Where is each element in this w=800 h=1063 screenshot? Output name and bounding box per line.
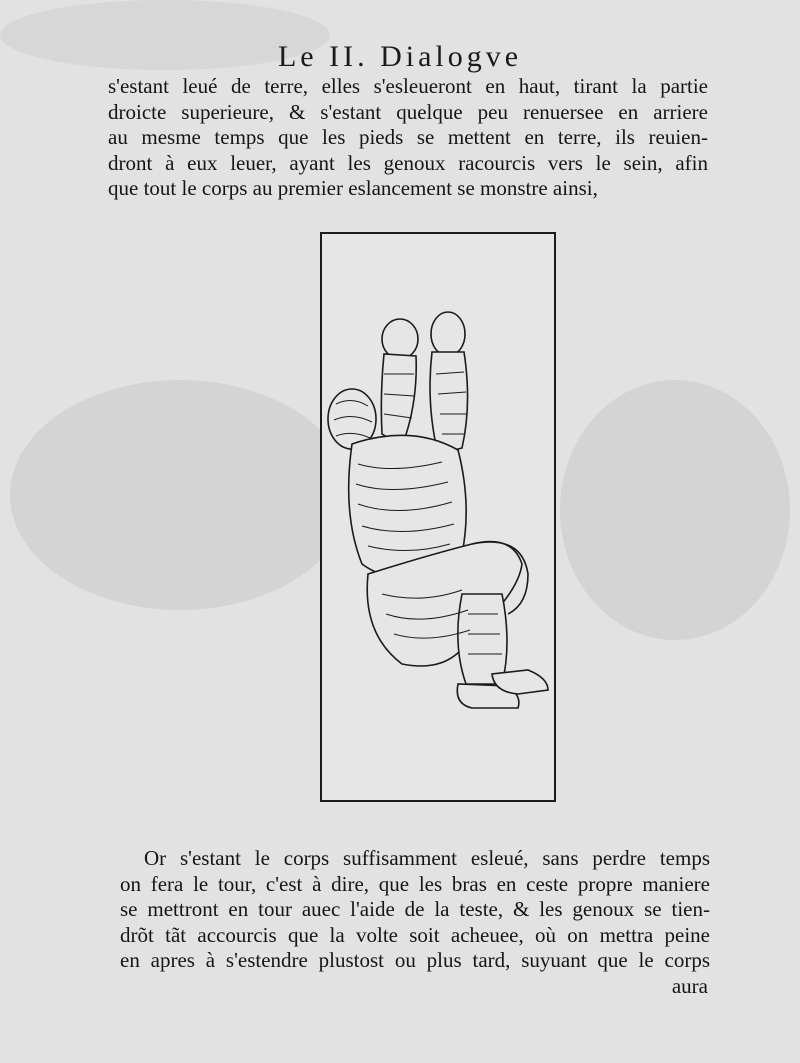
text-line: drõt tãt accourcis que la volte soit acheuee, où on mettra peine	[120, 922, 710, 947]
tumbling-figure-engraving	[322, 234, 554, 800]
page-header: Le II. Dialogve	[277, 40, 523, 73]
paper-stain	[10, 380, 350, 610]
woodcut-illustration	[320, 232, 556, 802]
text-line: Or s'estant le corps suffisamment esleué, sans perdre temps	[144, 846, 710, 870]
right-fist	[431, 312, 465, 356]
text-line: droicte superieure, & s'estant quelque peu renuersee en arriere	[108, 99, 708, 124]
catchword: aura	[671, 974, 708, 998]
text-line: s'estant leué de terre, elles s'esleueront en haut, tirant la partie	[108, 74, 708, 98]
paper-stain	[560, 380, 790, 640]
text-line: se mettront en tour auec l'aide de la teste, & les genoux se tien-	[120, 897, 710, 921]
shins	[458, 594, 507, 684]
text-line: en apres à s'estendre plustost ou plus tard, suyuant que le corps	[120, 948, 710, 972]
top-paragraph	[108, 74, 708, 202]
left-fist	[382, 319, 418, 359]
bottom-paragraph	[120, 846, 710, 974]
text-line: que tout le corps au premier eslancement se monstre ainsi,	[108, 176, 598, 200]
text-line: au mesme temps que les pieds se mettent en terre, ils reuien-	[108, 125, 708, 149]
right-arm	[430, 352, 468, 454]
text-line: on fera le tour, c'est à dire, que les bras en ceste propre maniere	[120, 871, 710, 896]
left-arm	[381, 354, 416, 446]
text-line: dront à eux leuer, ayant les genoux racourcis vers le sein, afin	[108, 150, 708, 175]
